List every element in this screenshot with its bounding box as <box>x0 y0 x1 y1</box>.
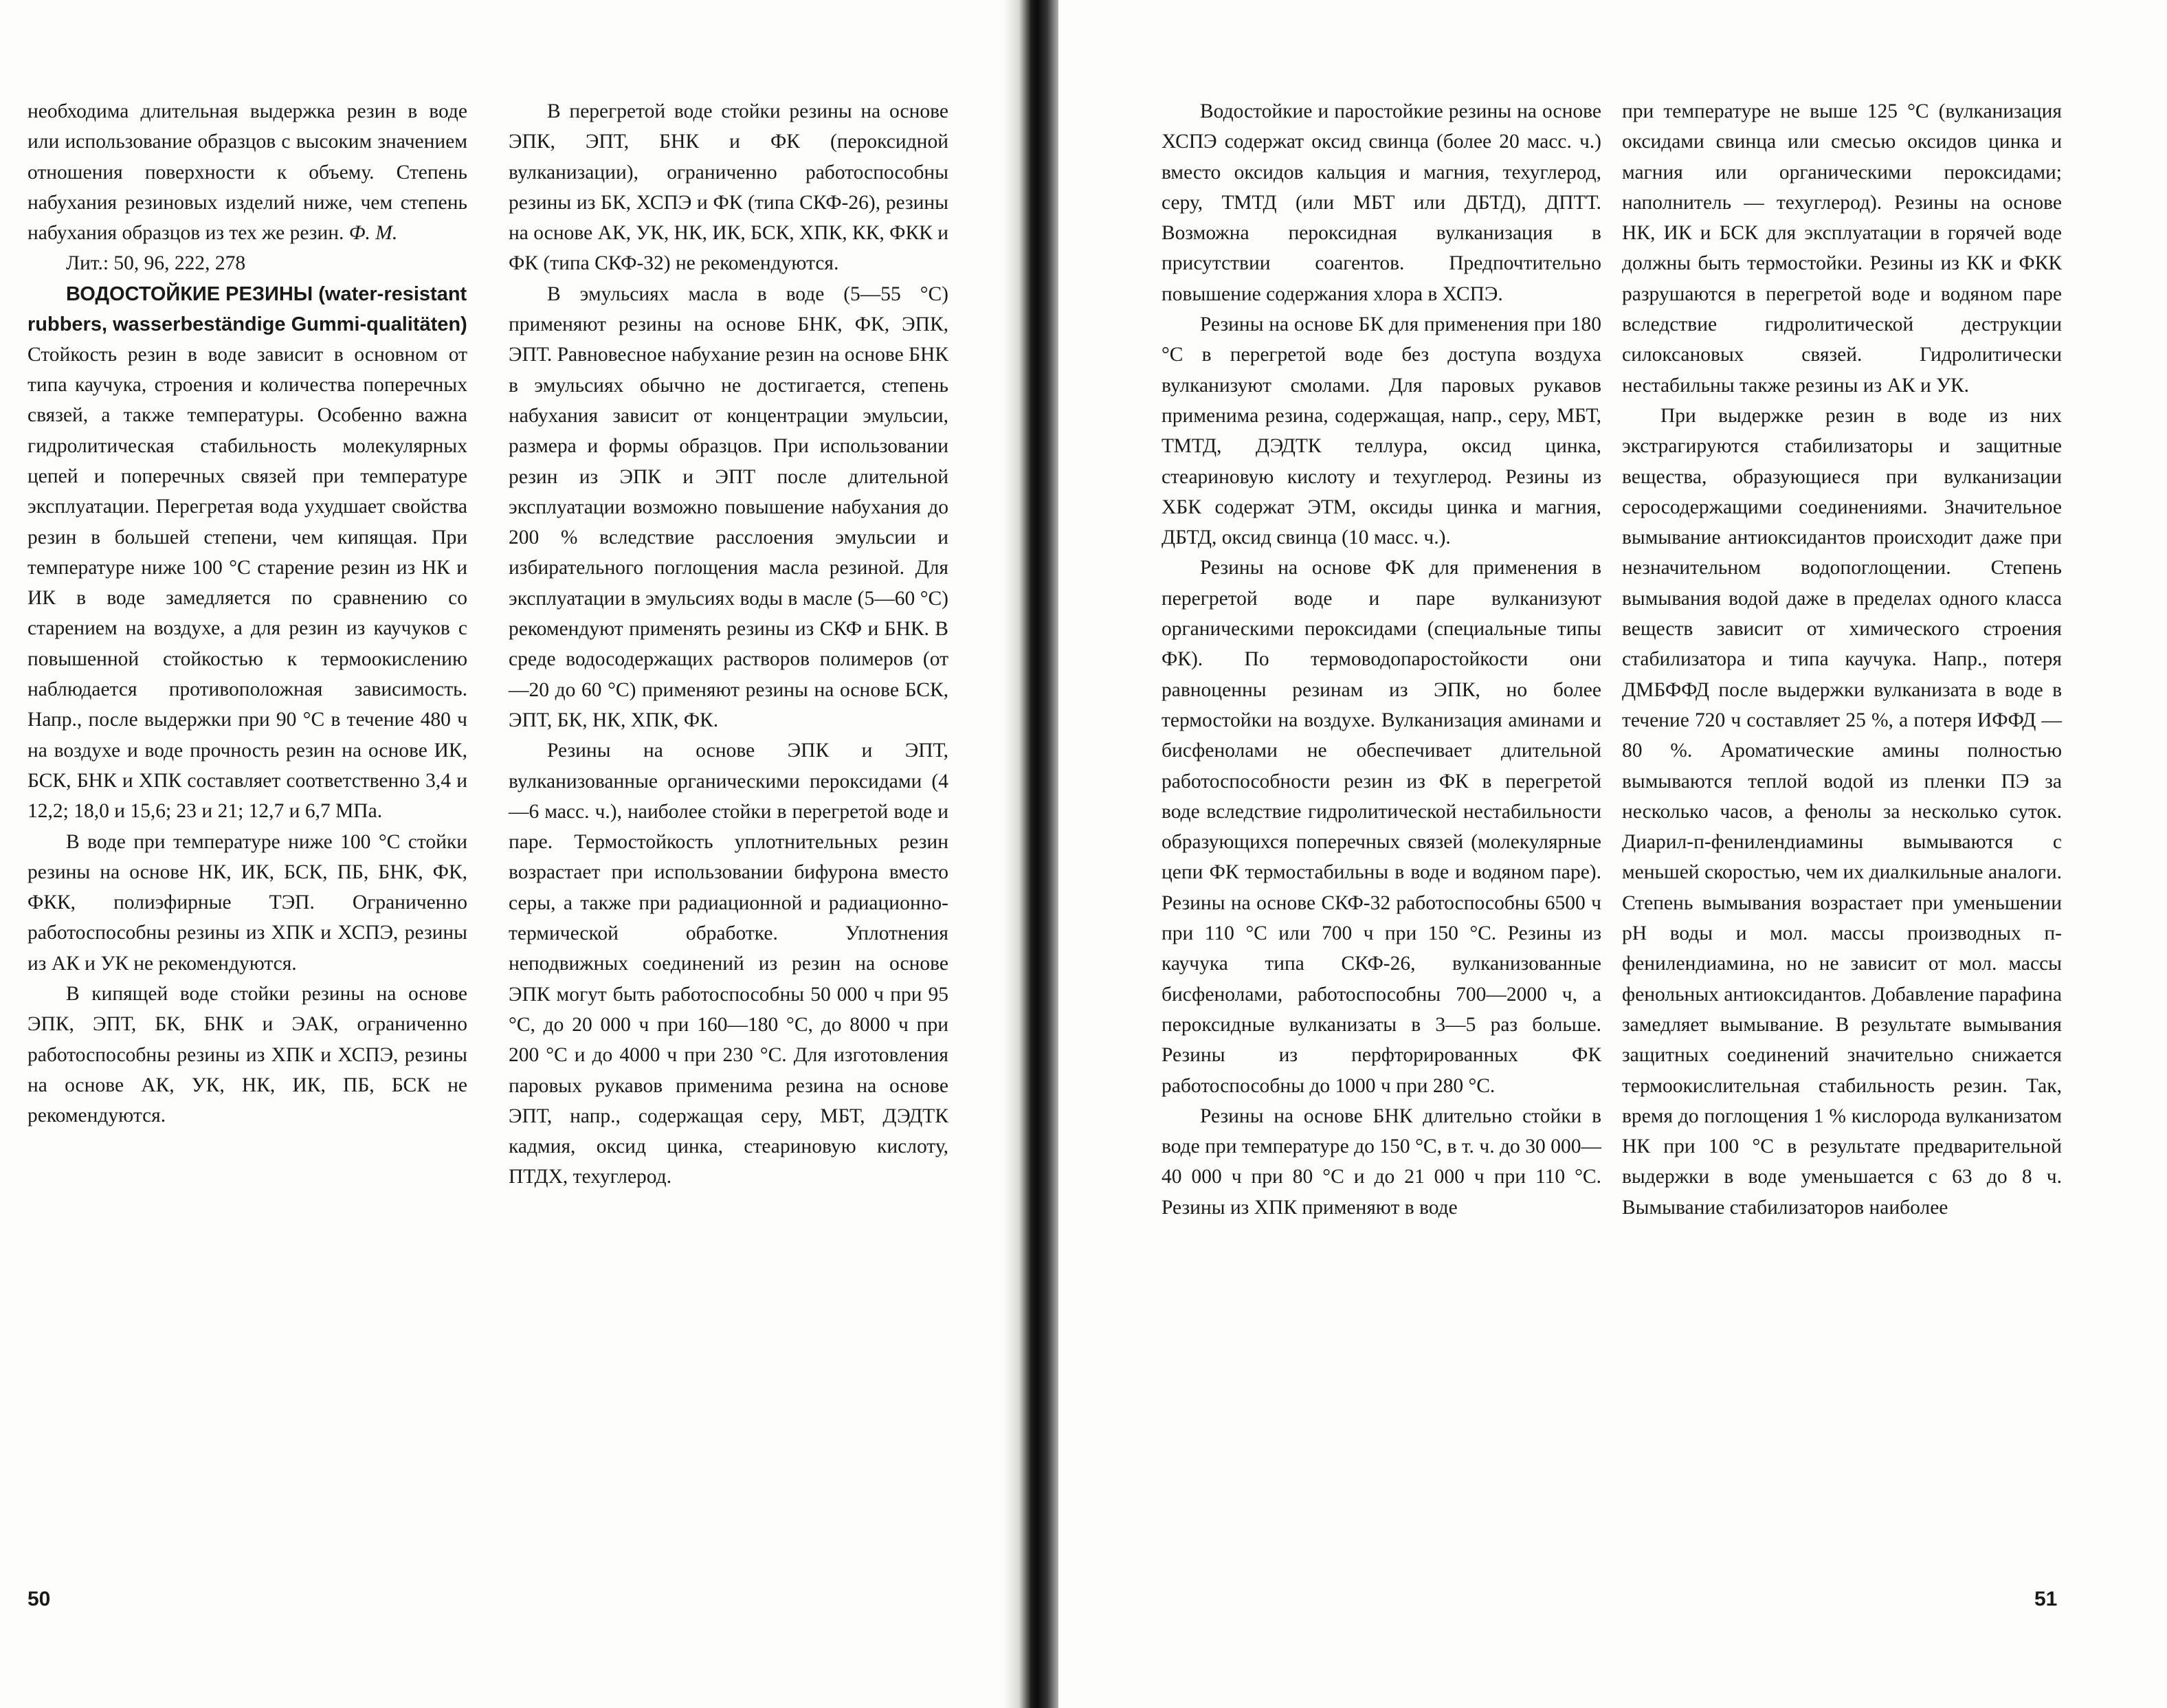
left-page <box>0 0 1010 1708</box>
article-heading: ВОДОСТОЙКИЕ РЕЗИНЫ (water-resistant rubbers, wasserbeständige Gummi-qualitäten) <box>27 282 467 335</box>
right-page <box>1058 0 2167 1708</box>
right-page-column-2 <box>1622 96 2062 1223</box>
book-gutter <box>1003 0 1065 1708</box>
paragraph: Резины на основе ФК для применения в перегретой воде и паре вулканизуют органическими пероксидами (специальные типы ФК). По термоводопаростойкости они равноценны резинам из ЭПК, но более термостойки на воздухе. Вулканизация аминами и бисфенолами не обеспечивает длительной работоспособности резин из ФК в перегретой воде вследствие гидролитической нестабильности образующихся поперечных связей (молекулярные цепи ФК термостабильны в воде и водяном паре). Резины на основе СКФ-32 работоспособны 6500 ч при 110 °С или 700 ч при 150 °С. Резины из каучука типа СКФ-26, вулканизованные бисфенолами, работоспособны 700—2000 ч, а пероксидные вулканизаты в 3—5 раз больше. Резины из перфторированных ФК работоспособны до 1000 ч при 280 °С. <box>1162 557 1601 1097</box>
page-number: 50 <box>27 1588 51 1610</box>
right-page-column-1 <box>1162 96 1601 1223</box>
paragraph: В перегретой воде стойки резины на основе ЭПК, ЭПТ, БНК и ФК (пероксидной вулканизации), ограниченно работоспособны резины из БК, ХСПЭ и ФК (типа СКФ-26), резины на основе АК, УК, НК, ИК, БСК, ХПК, КК, ФКК и ФК (типа СКФ-32) не рекомендуются. <box>509 100 948 275</box>
paragraph: Резины на основе БНК длительно стойки в воде при температуре до 150 °С, в т. ч. до 30 000—40 000 ч при 80 °С и до 21 000 ч при 110 °С. Резины из ХПК применяют в воде <box>1162 1105 1601 1219</box>
paragraph <box>27 96 467 248</box>
paragraph: Стойкость резин в воде зависит в основном от типа каучука, строения и количества поперечных связей, а также температуры. Особенно важна гидролитическая стабильность молекулярных цепей и поперечных связей при температуре эксплуатации. Перегретая вода ухудшает свойства резин в большей степени, чем кипящая. При температуре ниже 100 °С старение резин из НК и ИК в воде замедляется по сравнению со старением на воздухе, а для резин из каучуков с повышенной стойкостью к термоокислению наблюдается противоположная зависимость. Напр., после выдержки при 90 °С в течение 480 ч на воздухе и воде прочность резин на основе ИК, БСК, БНК и ХПК составляет соответственно 3,4 и 12,2; 18,0 и 15,6; 23 и 21; 12,7 и 6,7 МПа. <box>27 343 467 823</box>
paragraph-text: необходима длительная выдержка резин в воде или использование образцов с высоким значением отношения поверхности к объему. Степень набухания резиновых изделий ниже, чем степень набухания образцов из тех же резин. <box>27 100 467 245</box>
left-page-column-2 <box>509 96 948 1193</box>
left-page-column-1 <box>27 96 467 1131</box>
author-initials: Ф. М. <box>348 222 398 245</box>
paragraph: при температуре не выше 125 °С (вулканизация оксидами свинца или смесью оксидов цинка и магния или органическими пероксидами; наполнитель — техуглерод). Резины на основе НК, ИК и БСК для эксплуатации в горячей воде должны быть термостойки. Резины из КК и ФКК разрушаются в перегретой воде и водяном паре вследствие гидролитической деструкции силоксановых связей. Гидролитически нестабильны также резины из АК и УК. <box>1622 100 2062 397</box>
literature-references: Лит.: 50, 96, 222, 278 <box>66 252 246 275</box>
paragraph: Водостойкие и паростойкие резины на основе ХСПЭ содержат оксид свинца (более 20 масс. ч.) вместо оксидов кальция и магния, техуглерод, серу, ТМТД (или МБТ или ДБТД), ДПТТ. Возможна пероксидная вулканизация в присутствии соагентов. Предпочтительно повышение содержания хлора в ХСПЭ. <box>1162 100 1601 305</box>
paragraph: В кипящей воде стойки резины на основе ЭПК, ЭПТ, БК, БНК и ЭАК, ограниченно работоспособны резины из ХПК и ХСПЭ, резины на основе АК, УК, НК, ИК, ПБ, БСК не рекомендуются. <box>27 983 467 1127</box>
paragraph: Резины на основе БК для применения при 180 °С в перегретой воде без доступа воздуха вулканизуют смолами. Для паровых рукавов применима резина, содержащая, напр., серу, МБТ, ТМТД, ДЭДТК теллура, оксид цинка, стеариновую кислоту и техуглерод. Резины из ХБК содержат ЭТМ, оксиды цинка и магния, ДБТД, оксид свинца (10 масс. ч.). <box>1162 313 1601 549</box>
paragraph: При выдержке резин в воде из них экстрагируются стабилизаторы и защитные вещества, образующиеся при вулканизации серосодержащими соединениями. Значительное вымывание антиоксидантов происходит даже при незначительном водопоглощении. Степень вымывания водой даже в пределах одного класса веществ зависит от химического строения стабилизатора и типа каучука. Напр., потеря ДМБФФД после выдержки вулканизата в воде в течение 720 ч составляет 25 %, а потеря ИФФД — 80 %. Ароматические амины полностью вымываются теплой водой из пленки ПЭ за несколько часов, а фенолы за несколько суток. Диарил-п-фенилендиамины вымываются с меньшей скоростью, чем их диалкильные аналоги. Степень вымывания возрастает при уменьшении pH воды и мол. массы производных п-фенилендиамина, но не зависит от мол. массы фенольных антиоксидантов. Добавление парафина замедляет вымывание. В результате вымывания защитных соединений значительно снижается термоокислительная стабильность резин. Так, время до поглощения 1 % кислорода вулканизатом НК при 100 °С в результате предварительной выдержки в воде уменьшается с 63 до 8 ч. Вымывание стабилизаторов наиболее <box>1622 404 2062 1219</box>
paragraph: В воде при температуре ниже 100 °С стойки резины на основе НК, ИК, БСК, ПБ, БНК, ФК, ФКК, полиэфирные ТЭП. Ограниченно работоспособны резины из ХПК и ХСПЭ, резины из АК и УК не рекомендуются. <box>27 830 467 975</box>
page-number: 51 <box>2034 1588 2058 1610</box>
paragraph: Резины на основе ЭПК и ЭПТ, вулканизованные органическими пероксидами (4—6 масс. ч.), наиболее стойки в перегретой воде и паре. Термостойкость уплотнительных резин возрастает при использовании бифурона вместо серы, а также при радиационной и радиационно-термической обработке. Уплотнения неподвижных соединений из резин на основе ЭПК могут быть работоспособны 50 000 ч при 95 °С, до 20 000 ч при 160—180 °С, до 8000 ч при 200 °С и до 4000 ч при 230 °С. Для изготовления паровых рукавов применима резина на основе ЭПТ, напр., содержащая серу, МБТ, ДЭДТК кадмия, оксид цинка, стеариновую кислоту, ПТДХ, техуглерод. <box>509 740 948 1188</box>
paragraph: В эмульсиях масла в воде (5—55 °С) применяют резины на основе БНК, ФК, ЭПК, ЭПТ. Равновесное набухание резин на основе БНК в эмульсиях обычно не достигается, степень набухания зависит от концентрации эмульсии, размера и формы образцов. При использовании резин из ЭПК и ЭПТ после длительной эксплуатации возможно повышение набухания до 200 % вследствие расслоения эмульсии и избирательного поглощения масла резиной. Для эксплуатации в эмульсиях воды в масле (5—60 °С) рекомендуют применять резины из СКФ и БНК. В среде водосодержащих растворов полимеров (от —20 до 60 °С) применяют резины на основе БСК, ЭПТ, БК, НК, ХПК, ФК. <box>509 282 948 731</box>
